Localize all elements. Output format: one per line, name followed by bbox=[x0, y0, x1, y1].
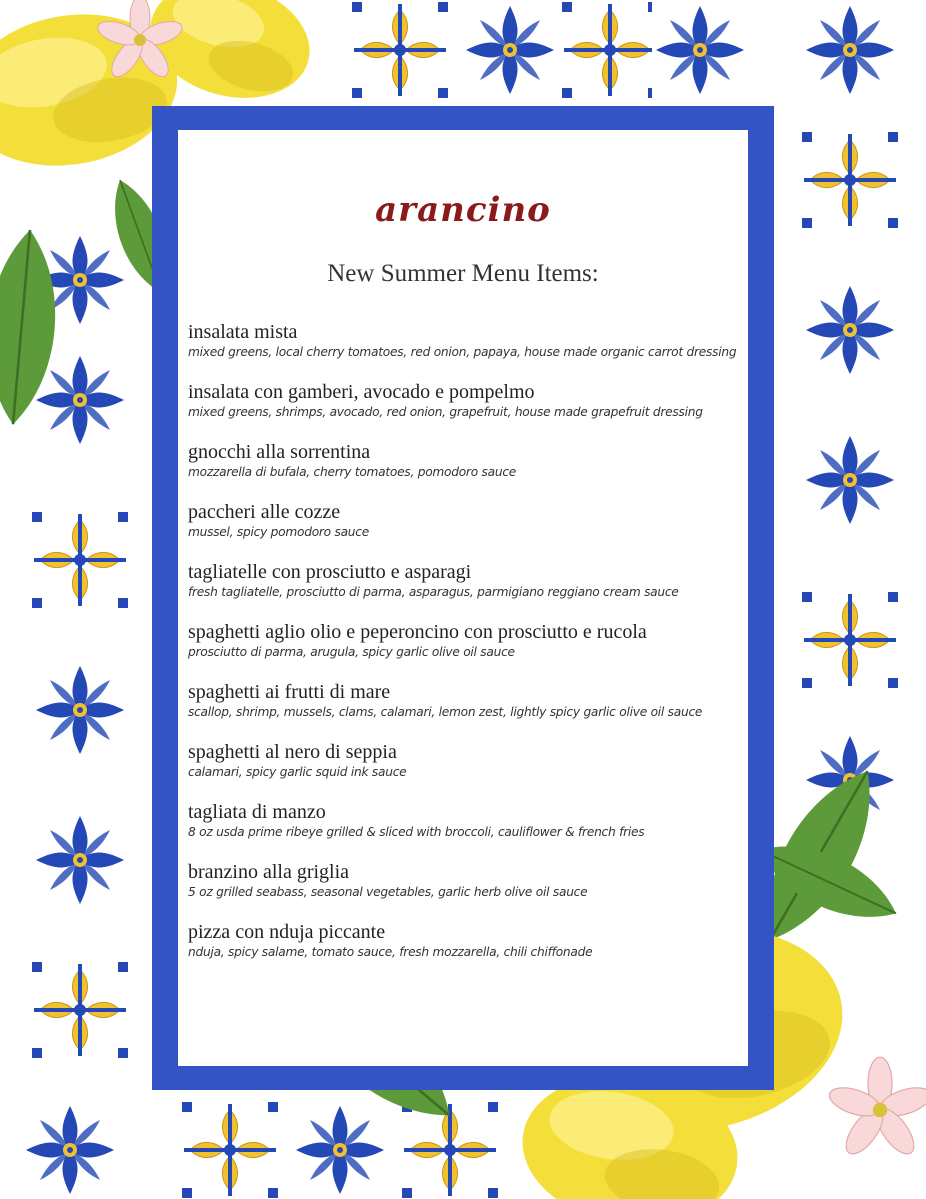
menu-item bbox=[188, 380, 748, 440]
menu-item-description: 5 oz grilled seabass, seasonal vegetables, garlic herb olive oil sauce bbox=[188, 885, 588, 899]
menu-item-name: paccheri alle cozze bbox=[188, 501, 341, 523]
menu-item-name: insalata mista bbox=[188, 321, 298, 343]
menu-item-description: nduja, spicy salame, tomato sauce, fresh mozzarella, chili chiffonade bbox=[188, 945, 593, 959]
menu-item-description: mussel, spicy pomodoro sauce bbox=[188, 525, 369, 539]
menu-item-name: pizza con nduja piccante bbox=[188, 921, 386, 943]
menu-item-name: insalata con gamberi, avocado e pompelmo bbox=[188, 381, 535, 403]
menu-item-description: scallop, shrimp, mussels, clams, calamari, lemon zest, lightly spicy garlic olive oil sauce bbox=[188, 705, 703, 719]
menu-frame bbox=[152, 106, 774, 1090]
menu-item-name: spaghetti aglio olio e peperoncino con prosciutto e rucola bbox=[188, 621, 647, 643]
menu-item-description: 8 oz usda prime ribeye grilled & sliced with broccoli, cauliflower & french fries bbox=[188, 825, 645, 839]
menu-item-name: gnocchi alla sorrentina bbox=[188, 441, 371, 463]
menu-item-description: mixed greens, shrimps, avocado, red onion, grapefruit, house made grapefruit dressing bbox=[188, 405, 703, 419]
menu-item-description: prosciutto di parma, arugula, spicy garlic olive oil sauce bbox=[188, 645, 515, 659]
menu-item-name: tagliata di manzo bbox=[188, 801, 326, 823]
menu-item bbox=[188, 920, 748, 980]
menu-item-name: tagliatelle con prosciutto e asparagi bbox=[188, 561, 472, 583]
menu-item bbox=[188, 440, 748, 500]
restaurant-logo: arancino bbox=[375, 190, 551, 230]
menu-item bbox=[188, 740, 748, 800]
menu-item-name: spaghetti ai frutti di mare bbox=[188, 681, 391, 703]
menu-item bbox=[188, 560, 748, 620]
menu-item-description: calamari, spicy garlic squid ink sauce bbox=[188, 765, 407, 779]
menu-item bbox=[188, 860, 748, 920]
menu-item-name: spaghetti al nero di seppia bbox=[188, 741, 397, 763]
menu-item bbox=[188, 680, 748, 740]
menu-card bbox=[178, 130, 748, 1066]
menu-item-name: branzino alla griglia bbox=[188, 861, 350, 883]
menu-item bbox=[188, 800, 748, 860]
menu-item-description: mixed greens, local cherry tomatoes, red onion, papaya, house made organic carrot dressing bbox=[188, 345, 737, 359]
menu-item-description: mozzarella di bufala, cherry tomatoes, pomodoro sauce bbox=[188, 465, 517, 479]
menu-item-list bbox=[188, 320, 748, 980]
menu-item bbox=[188, 620, 748, 680]
menu-item bbox=[188, 320, 748, 380]
menu-item-description: fresh tagliatelle, prosciutto di parma, asparagus, parmigiano reggiano cream sauce bbox=[188, 585, 679, 599]
menu-item bbox=[188, 500, 748, 560]
menu-subtitle: New Summer Menu Items: bbox=[327, 260, 599, 287]
